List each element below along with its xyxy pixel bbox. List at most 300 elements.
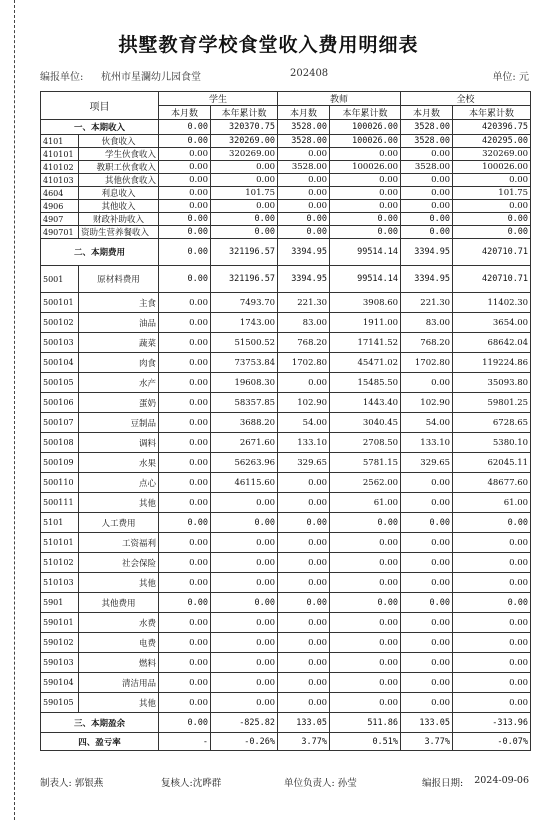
- amount-cell: 0.00: [453, 226, 531, 239]
- amount-cell: 0.00: [453, 653, 531, 673]
- amount-cell: 0.00: [159, 613, 211, 633]
- amount-cell: 1911.00: [330, 313, 401, 333]
- amount-cell: 61.00: [453, 493, 531, 513]
- amount-cell: 3.77%: [278, 733, 330, 751]
- amount-cell: 133.10: [278, 433, 330, 453]
- amount-cell: 0.00: [330, 593, 401, 613]
- account-name: 水果: [79, 453, 159, 473]
- table-row: [41, 148, 531, 161]
- amount-cell: 0.00: [401, 174, 453, 187]
- amount-cell: 0.00: [278, 148, 330, 161]
- amount-cell: -: [159, 733, 211, 751]
- detail-table: [40, 91, 531, 751]
- account-name: 其他: [79, 493, 159, 513]
- account-name: 其他: [79, 693, 159, 713]
- amount-cell: 0.00: [401, 573, 453, 593]
- amount-cell: 0.00: [453, 613, 531, 633]
- amount-cell: 0.00: [330, 633, 401, 653]
- report-date: 2024-09-06: [474, 775, 529, 786]
- amount-cell: 320370.75: [211, 120, 278, 135]
- amount-cell: 420396.75: [453, 120, 531, 135]
- amount-cell: 0.00: [330, 174, 401, 187]
- amount-cell: 0.00: [159, 553, 211, 573]
- account-code: 5901: [41, 593, 79, 613]
- account-name: 财政补助收入: [79, 213, 159, 226]
- table-row: [41, 120, 531, 135]
- amount-cell: -0.07%: [453, 733, 531, 751]
- amount-cell: 0.00: [278, 473, 330, 493]
- account-code: 410102: [41, 161, 79, 174]
- table-row: [41, 553, 531, 573]
- account-code: 500107: [41, 413, 79, 433]
- amount-cell: 0.00: [211, 200, 278, 213]
- row-label: 二、本期费用: [41, 239, 159, 266]
- table-row: [41, 393, 531, 413]
- amount-cell: 0.00: [278, 226, 330, 239]
- amount-cell: 0.00: [401, 673, 453, 693]
- amount-cell: 54.00: [278, 413, 330, 433]
- account-name: 水产: [79, 373, 159, 393]
- account-code: 500108: [41, 433, 79, 453]
- amount-cell: 0.00: [278, 593, 330, 613]
- currency-unit: 单位: 元: [492, 72, 529, 83]
- amount-cell: 0.00: [159, 239, 211, 266]
- amount-cell: 0.00: [159, 393, 211, 413]
- account-code: 590105: [41, 693, 79, 713]
- amount-cell: 119224.86: [453, 353, 531, 373]
- table-row: [41, 213, 531, 226]
- amount-cell: 1443.40: [330, 393, 401, 413]
- amount-cell: 0.00: [401, 148, 453, 161]
- amount-cell: 35093.80: [453, 373, 531, 393]
- amount-cell: 2562.00: [330, 473, 401, 493]
- table-row: [41, 493, 531, 513]
- report-title: 拱墅教育学校食堂收入费用明细表: [118, 34, 419, 56]
- amount-cell: 100026.00: [330, 161, 401, 174]
- account-name: 教职工伙食收入: [79, 161, 159, 174]
- amount-cell: 0.00: [159, 493, 211, 513]
- amount-cell: 0.00: [278, 573, 330, 593]
- account-name: 其他: [79, 573, 159, 593]
- header-group-students: 学生: [159, 92, 278, 106]
- amount-cell: 0.00: [401, 613, 453, 633]
- account-name: 清洁用品: [79, 673, 159, 693]
- amount-cell: 0.00: [159, 187, 211, 200]
- amount-cell: 3528.00: [401, 135, 453, 148]
- amount-cell: 0.00: [159, 453, 211, 473]
- reviewer: 复核人:沈晔群: [161, 778, 222, 789]
- header-sub: 本月数: [401, 106, 453, 120]
- amount-cell: 100026.00: [453, 161, 531, 174]
- amount-cell: 0.00: [278, 213, 330, 226]
- amount-cell: 62045.11: [453, 453, 531, 473]
- amount-cell: 0.00: [159, 135, 211, 148]
- account-code: 500103: [41, 333, 79, 353]
- table-row: [41, 413, 531, 433]
- amount-cell: 0.00: [159, 653, 211, 673]
- amount-cell: 0.00: [159, 513, 211, 533]
- amount-cell: 0.00: [211, 693, 278, 713]
- amount-cell: 3528.00: [278, 120, 330, 135]
- table-row: [41, 613, 531, 633]
- amount-cell: 0.00: [159, 333, 211, 353]
- amount-cell: 101.75: [211, 187, 278, 200]
- amount-cell: 68642.04: [453, 333, 531, 353]
- amount-cell: 3394.95: [278, 266, 330, 293]
- amount-cell: 0.00: [159, 413, 211, 433]
- account-name: 社会保险: [79, 553, 159, 573]
- row-label: 四、盈亏率: [41, 733, 159, 751]
- amount-cell: 0.00: [330, 533, 401, 553]
- supervisor: 单位负责人: 孙莹: [284, 778, 357, 789]
- unit-label: 编报单位:: [40, 72, 84, 83]
- amount-cell: 0.00: [278, 633, 330, 653]
- table-row: [41, 353, 531, 373]
- amount-cell: 5781.15: [330, 453, 401, 473]
- table-row: [41, 266, 531, 293]
- table-row: [41, 313, 531, 333]
- amount-cell: 0.00: [453, 553, 531, 573]
- amount-cell: 0.00: [401, 373, 453, 393]
- account-name: 伙食收入: [79, 135, 159, 148]
- account-name: 人工费用: [79, 513, 159, 533]
- account-name: 其他费用: [79, 593, 159, 613]
- table-row: [41, 513, 531, 533]
- amount-cell: 0.00: [159, 161, 211, 174]
- amount-cell: 0.00: [278, 174, 330, 187]
- account-name: 电费: [79, 633, 159, 653]
- amount-cell: 83.00: [401, 313, 453, 333]
- account-code: 500102: [41, 313, 79, 333]
- table-row: [41, 333, 531, 353]
- amount-cell: 0.00: [211, 513, 278, 533]
- amount-cell: 420710.71: [453, 239, 531, 266]
- amount-cell: 320269.00: [211, 135, 278, 148]
- amount-cell: 0.00: [278, 553, 330, 573]
- amount-cell: 0.00: [453, 513, 531, 533]
- amount-cell: 7493.70: [211, 293, 278, 313]
- account-code: 510101: [41, 533, 79, 553]
- amount-cell: 320269.00: [211, 148, 278, 161]
- amount-cell: 2671.60: [211, 433, 278, 453]
- amount-cell: 0.00: [330, 213, 401, 226]
- amount-cell: 0.00: [159, 573, 211, 593]
- amount-cell: 0.00: [278, 693, 330, 713]
- header-sub: 本月数: [278, 106, 330, 120]
- amount-cell: 0.00: [453, 573, 531, 593]
- amount-cell: 0.00: [330, 553, 401, 573]
- header-sub: 本年累计数: [330, 106, 401, 120]
- amount-cell: 0.00: [453, 633, 531, 653]
- table-row: [41, 373, 531, 393]
- header-sub: 本年累计数: [453, 106, 531, 120]
- amount-cell: 0.00: [159, 293, 211, 313]
- amount-cell: 0.00: [159, 200, 211, 213]
- unit-name: 杭州市星瀾幼儿园食堂: [101, 72, 201, 83]
- header-sub: 本年累计数: [211, 106, 278, 120]
- amount-cell: 101.75: [453, 187, 531, 200]
- amount-cell: 0.00: [211, 533, 278, 553]
- amount-cell: 6728.65: [453, 413, 531, 433]
- amount-cell: 0.00: [330, 693, 401, 713]
- table-row: [41, 187, 531, 200]
- account-code: 4101: [41, 135, 79, 148]
- amount-cell: 420710.71: [453, 266, 531, 293]
- amount-cell: 0.00: [159, 433, 211, 453]
- amount-cell: 0.00: [453, 174, 531, 187]
- amount-cell: 48677.60: [453, 473, 531, 493]
- table-row: [41, 673, 531, 693]
- amount-cell: 0.00: [330, 573, 401, 593]
- table-row: [41, 693, 531, 713]
- amount-cell: 0.00: [453, 200, 531, 213]
- amount-cell: 133.10: [401, 433, 453, 453]
- amount-cell: -0.26%: [211, 733, 278, 751]
- account-code: 590101: [41, 613, 79, 633]
- amount-cell: 100026.00: [330, 135, 401, 148]
- row-label: 一、本期收入: [41, 120, 159, 135]
- account-name: 学生伙食收入: [79, 148, 159, 161]
- amount-cell: 0.00: [330, 613, 401, 633]
- account-code: 500111: [41, 493, 79, 513]
- account-code: 500105: [41, 373, 79, 393]
- amount-cell: 133.05: [278, 713, 330, 733]
- amount-cell: 0.00: [401, 226, 453, 239]
- amount-cell: 61.00: [330, 493, 401, 513]
- header-group-school: 全校: [401, 92, 531, 106]
- account-name: 水费: [79, 613, 159, 633]
- amount-cell: 329.65: [401, 453, 453, 473]
- amount-cell: 15485.50: [330, 373, 401, 393]
- amount-cell: 0.00: [330, 653, 401, 673]
- amount-cell: 51500.52: [211, 333, 278, 353]
- amount-cell: 0.00: [278, 187, 330, 200]
- amount-cell: 46115.60: [211, 473, 278, 493]
- amount-cell: 3528.00: [278, 135, 330, 148]
- amount-cell: 0.00: [278, 493, 330, 513]
- table-row: [41, 239, 531, 266]
- preparer: 制表人: 郭银燕: [40, 778, 104, 789]
- account-name: 豆制品: [79, 413, 159, 433]
- amount-cell: 0.00: [159, 693, 211, 713]
- table-row: [41, 533, 531, 553]
- amount-cell: 0.00: [159, 213, 211, 226]
- account-code: 5001: [41, 266, 79, 293]
- amount-cell: 5380.10: [453, 433, 531, 453]
- account-code: 590104: [41, 673, 79, 693]
- amount-cell: 320269.00: [453, 148, 531, 161]
- account-name: 肉食: [79, 353, 159, 373]
- amount-cell: 0.00: [453, 213, 531, 226]
- amount-cell: 0.00: [159, 673, 211, 693]
- amount-cell: 0.00: [159, 266, 211, 293]
- amount-cell: 11402.30: [453, 293, 531, 313]
- account-code: 500106: [41, 393, 79, 413]
- account-code: 500104: [41, 353, 79, 373]
- amount-cell: 45471.02: [330, 353, 401, 373]
- amount-cell: 3394.95: [278, 239, 330, 266]
- amount-cell: 0.00: [211, 633, 278, 653]
- account-name: 利息收入: [79, 187, 159, 200]
- amount-cell: 0.00: [401, 633, 453, 653]
- account-code: 410103: [41, 174, 79, 187]
- table-row: [41, 653, 531, 673]
- amount-cell: 1743.00: [211, 313, 278, 333]
- amount-cell: 56263.96: [211, 453, 278, 473]
- account-code: 510102: [41, 553, 79, 573]
- amount-cell: 3040.45: [330, 413, 401, 433]
- amount-cell: 0.00: [401, 653, 453, 673]
- account-code: 500109: [41, 453, 79, 473]
- table-row: [41, 433, 531, 453]
- amount-cell: 768.20: [278, 333, 330, 353]
- amount-cell: 0.00: [278, 653, 330, 673]
- amount-cell: 0.00: [401, 693, 453, 713]
- amount-cell: 0.00: [211, 573, 278, 593]
- amount-cell: 0.00: [159, 148, 211, 161]
- amount-cell: 3394.95: [401, 239, 453, 266]
- amount-cell: 0.00: [401, 553, 453, 573]
- account-code: 4604: [41, 187, 79, 200]
- amount-cell: 0.00: [401, 593, 453, 613]
- amount-cell: 73753.84: [211, 353, 278, 373]
- date-label: 编报日期:: [422, 778, 464, 789]
- amount-cell: 0.00: [330, 226, 401, 239]
- amount-cell: 0.51%: [330, 733, 401, 751]
- amount-cell: 99514.14: [330, 266, 401, 293]
- amount-cell: 0.00: [401, 187, 453, 200]
- account-name: 原材料费用: [79, 266, 159, 293]
- binding-margin-line: [14, 0, 15, 820]
- table-row: [41, 573, 531, 593]
- amount-cell: 0.00: [278, 373, 330, 393]
- account-name: 燃料: [79, 653, 159, 673]
- amount-cell: 3688.20: [211, 413, 278, 433]
- account-code: 4907: [41, 213, 79, 226]
- table-row: [41, 161, 531, 174]
- amount-cell: 0.00: [211, 213, 278, 226]
- account-name: 蔬菜: [79, 333, 159, 353]
- amount-cell: 0.00: [401, 493, 453, 513]
- amount-cell: 0.00: [159, 353, 211, 373]
- amount-cell: 102.90: [278, 393, 330, 413]
- amount-cell: 0.00: [453, 593, 531, 613]
- amount-cell: 321196.57: [211, 266, 278, 293]
- amount-cell: 0.00: [401, 513, 453, 533]
- account-code: 510103: [41, 573, 79, 593]
- report-footer: [40, 775, 529, 789]
- amount-cell: 0.00: [453, 673, 531, 693]
- account-code: 500101: [41, 293, 79, 313]
- amount-cell: 3528.00: [278, 161, 330, 174]
- amount-cell: 0.00: [211, 493, 278, 513]
- amount-cell: 0.00: [211, 553, 278, 573]
- account-name: 主食: [79, 293, 159, 313]
- amount-cell: 329.65: [278, 453, 330, 473]
- account-name: 其他收入: [79, 200, 159, 213]
- amount-cell: 0.00: [211, 653, 278, 673]
- account-code: 500110: [41, 473, 79, 493]
- table-row: [41, 593, 531, 613]
- amount-cell: 0.00: [330, 200, 401, 213]
- header-item: 项目: [41, 92, 159, 120]
- amount-cell: 102.90: [401, 393, 453, 413]
- amount-cell: 0.00: [330, 513, 401, 533]
- amount-cell: 0.00: [211, 174, 278, 187]
- amount-cell: 1702.80: [278, 353, 330, 373]
- amount-cell: 0.00: [159, 533, 211, 553]
- table-row: [41, 713, 531, 733]
- amount-cell: 0.00: [278, 533, 330, 553]
- amount-cell: 100026.00: [330, 120, 401, 135]
- row-label: 三、本期盈余: [41, 713, 159, 733]
- amount-cell: 768.20: [401, 333, 453, 353]
- header-sub: 本月数: [159, 106, 211, 120]
- amount-cell: 0.00: [401, 213, 453, 226]
- amount-cell: 59801.25: [453, 393, 531, 413]
- amount-cell: 3394.95: [401, 266, 453, 293]
- amount-cell: 17141.52: [330, 333, 401, 353]
- amount-cell: -313.96: [453, 713, 531, 733]
- account-code: 5101: [41, 513, 79, 533]
- table-row: [41, 226, 531, 239]
- amount-cell: 3908.60: [330, 293, 401, 313]
- amount-cell: 19608.30: [211, 373, 278, 393]
- amount-cell: 0.00: [159, 473, 211, 493]
- amount-cell: 0.00: [453, 693, 531, 713]
- amount-cell: 0.00: [211, 593, 278, 613]
- account-name: 工资福利: [79, 533, 159, 553]
- amount-cell: 133.05: [401, 713, 453, 733]
- amount-cell: 0.00: [401, 473, 453, 493]
- amount-cell: 0.00: [159, 593, 211, 613]
- amount-cell: 0.00: [453, 533, 531, 553]
- amount-cell: 0.00: [278, 200, 330, 213]
- report-period: 202408: [290, 68, 329, 79]
- table-row: [41, 633, 531, 653]
- amount-cell: 0.00: [278, 513, 330, 533]
- table-row: [41, 200, 531, 213]
- amount-cell: 99514.14: [330, 239, 401, 266]
- amount-cell: 321196.57: [211, 239, 278, 266]
- table-row: [41, 135, 531, 148]
- amount-cell: 0.00: [401, 533, 453, 553]
- amount-cell: 3654.00: [453, 313, 531, 333]
- account-code: 590102: [41, 633, 79, 653]
- table-row: [41, 453, 531, 473]
- amount-cell: 0.00: [211, 226, 278, 239]
- account-code: 4906: [41, 200, 79, 213]
- amount-cell: 511.86: [330, 713, 401, 733]
- amount-cell: 0.00: [401, 200, 453, 213]
- account-name: 其他伙食收入: [79, 174, 159, 187]
- amount-cell: 420295.00: [453, 135, 531, 148]
- amount-cell: -825.82: [211, 713, 278, 733]
- account-name: 蛋奶: [79, 393, 159, 413]
- amount-cell: 221.30: [401, 293, 453, 313]
- report-meta: [40, 68, 529, 82]
- amount-cell: 2708.50: [330, 433, 401, 453]
- amount-cell: 0.00: [211, 613, 278, 633]
- amount-cell: 0.00: [159, 373, 211, 393]
- account-name: 点心: [79, 473, 159, 493]
- table-row: [41, 293, 531, 313]
- amount-cell: 0.00: [211, 161, 278, 174]
- amount-cell: 0.00: [159, 226, 211, 239]
- amount-cell: 3528.00: [401, 120, 453, 135]
- amount-cell: 0.00: [159, 174, 211, 187]
- amount-cell: 0.00: [159, 313, 211, 333]
